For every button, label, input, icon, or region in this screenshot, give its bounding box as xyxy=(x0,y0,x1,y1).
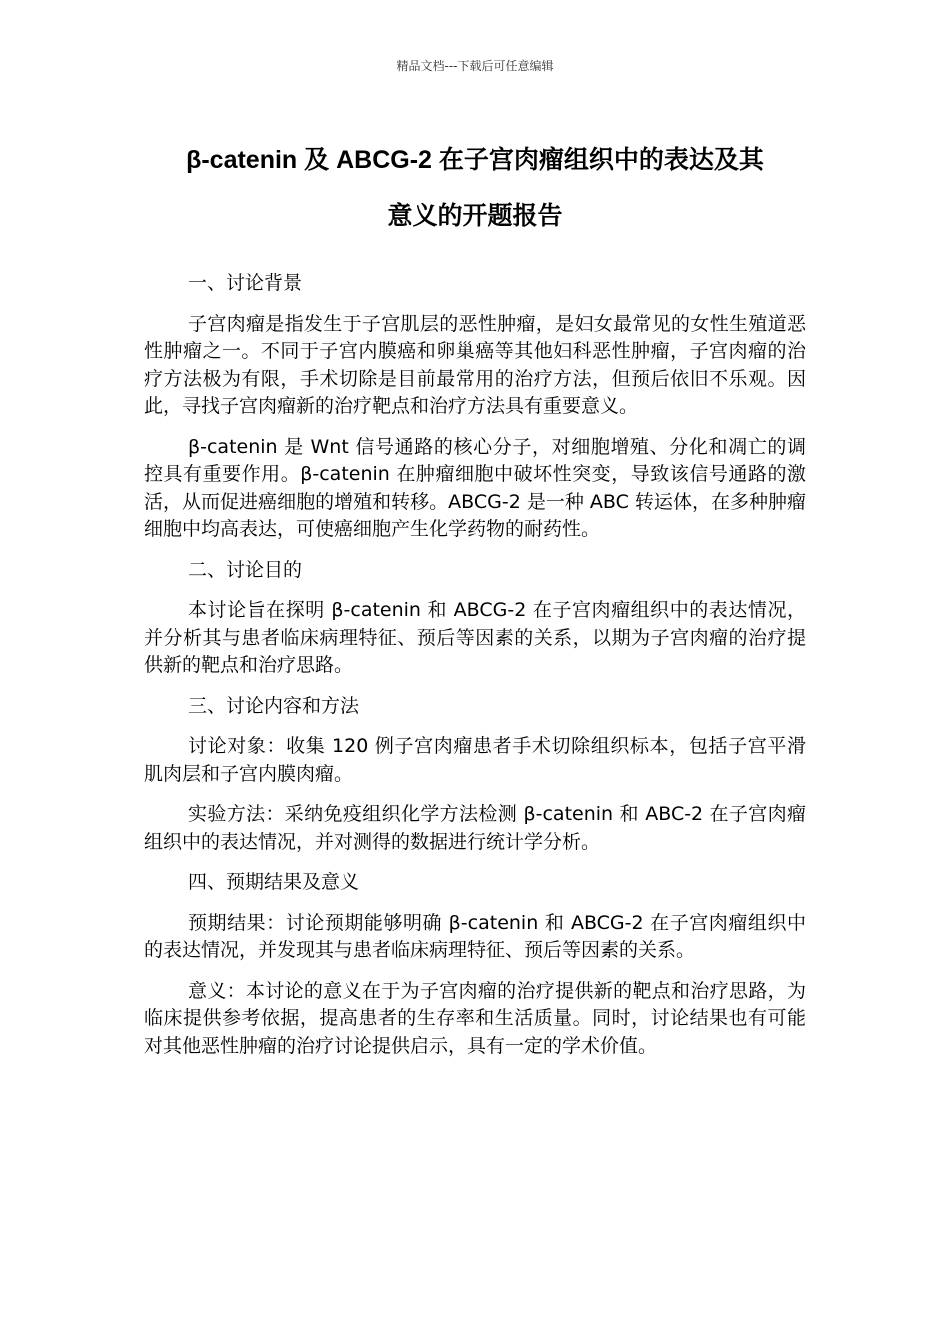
title-line-2: 意义的开题报告 xyxy=(387,202,563,230)
title-line-1: β-catenin 及 ABCG-2 在子宫肉瘤组织中的表达及其 xyxy=(186,146,764,174)
paragraph-expected-results: 预期结果：讨论预期能够明确 β-catenin 和 ABCG-2 在子宫肉瘤组织中的表达情况，并发现其与患者临床病理特征、预后等因素的关系。 xyxy=(144,911,806,961)
section-heading-background: 一、讨论背景 xyxy=(188,272,303,294)
document-title xyxy=(140,132,810,244)
paragraph-significance: 意义：本讨论的意义在于为子宫肉瘤的治疗提供新的靶点和治疗思路，为临床提供参考依据，提高患者的生存率和生活质量。同时，讨论结果也有可能对其他恶性肿瘤的治疗讨论提供启示，具有一定的学术价值。 xyxy=(144,979,806,1057)
paragraph-background-1: 子宫肉瘤是指发生于子宫肌层的恶性肿瘤，是妇女最常见的女性生殖道恶性肿瘤之一。不同于子宫内膜癌和卵巢癌等其他妇科恶性肿瘤，子宫肉瘤的治疗方法极为有限，手术切除是目前最常用的治疗方法，但预后依旧不乐观。因此，寻找子宫肉瘤新的治疗靶点和治疗方法具有重要意义。 xyxy=(144,312,806,417)
paragraph-methods: 实验方法：采纳免疫组织化学方法检测 β-catenin 和 ABC-2 在子宫肉瘤组织中的表达情况，并对测得的数据进行统计学分析。 xyxy=(144,803,806,853)
section-heading-methods: 三、讨论内容和方法 xyxy=(188,694,360,717)
section-heading-expected-results: 四、预期结果及意义 xyxy=(188,871,360,893)
page-header-note: 精品文档---下载后可任意编辑 xyxy=(396,59,554,73)
document-body xyxy=(144,270,806,1073)
paragraph-background-2: β-catenin 是 Wnt 信号通路的核心分子，对细胞增殖、分化和凋亡的调控具有重要作用。β-catenin 在肿瘤细胞中破坏性突变，导致该信号通路的激活，从而促进癌细胞的增殖和转移。ABCG-2 是一种 ABC 转运体，在多种肿瘤细胞中均高表达，可使癌细胞产生化学药物的耐药性。 xyxy=(144,435,806,540)
paragraph-subjects: 讨论对象：收集 120 例子宫肉瘤患者手术切除组织标本，包括子宫平滑肌肉层和子宫内膜肉瘤。 xyxy=(144,735,806,785)
paragraph-purpose: 本讨论旨在探明 β-catenin 和 ABCG-2 在子宫肉瘤组织中的表达情况，并分析其与患者临床病理特征、预后等因素的关系，以期为子宫肉瘤的治疗提供新的靶点和治疗思路。 xyxy=(144,599,806,676)
section-heading-purpose: 二、讨论目的 xyxy=(188,558,303,581)
